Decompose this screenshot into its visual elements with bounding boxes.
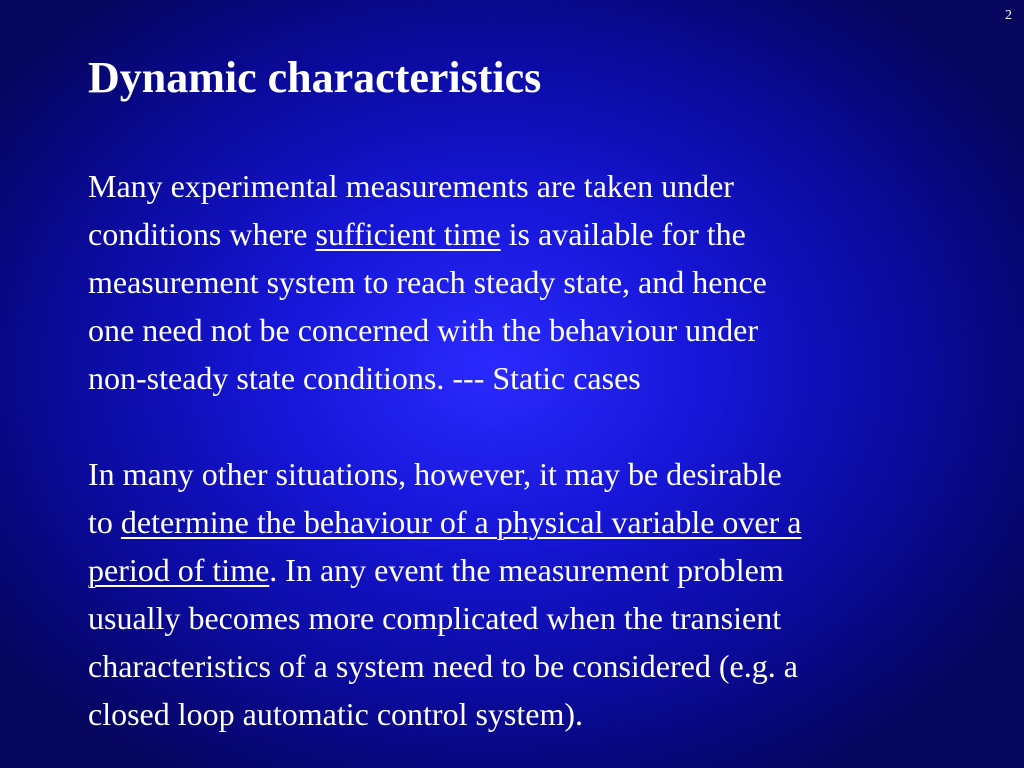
p2-line-2-pre: to xyxy=(88,504,121,540)
slide-number: 2 xyxy=(1005,8,1012,23)
p1-line-2-post: is available for the xyxy=(500,216,746,252)
underlined-sufficient-time: sufficient time xyxy=(315,216,501,252)
underlined-period-of-time: period of time xyxy=(88,552,270,588)
p1-line-5: non-steady state conditions. --- Static cases xyxy=(88,360,641,396)
slide-title: Dynamic characteristics xyxy=(88,53,542,102)
p2-line-1: In many other situations, however, it may be desirable xyxy=(88,456,782,492)
p2-line-5: characteristics of a system need to be considered (e.g. a xyxy=(88,648,798,684)
underlined-determine-behaviour: determine the behaviour of a physical variable over a xyxy=(120,504,802,540)
p2-line-3-post: . In any event the measurement problem xyxy=(269,552,784,588)
p1-line-1: Many experimental measurements are taken under xyxy=(88,168,734,204)
p2-line-4: usually becomes more complicated when the transient xyxy=(88,600,782,636)
p2-line-6: closed loop automatic control system). xyxy=(88,696,583,732)
p1-line-2-pre: conditions where xyxy=(88,216,316,252)
p1-line-4: one need not be concerned with the behaviour under xyxy=(88,312,758,348)
p1-line-3: measurement system to reach steady state, and hence xyxy=(88,264,767,300)
paragraph-dynamic-cases xyxy=(88,450,988,738)
paragraph-static-cases xyxy=(88,162,988,402)
slide-body xyxy=(88,162,988,738)
